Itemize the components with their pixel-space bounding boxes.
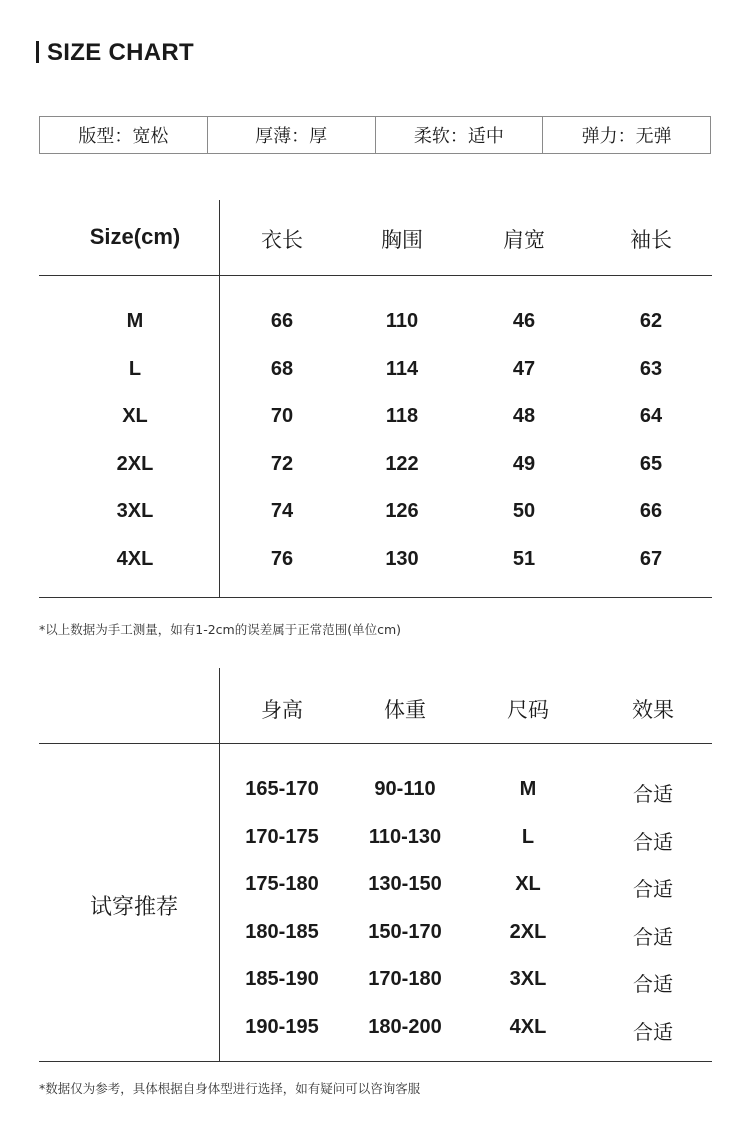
attribute-row xyxy=(39,116,711,154)
size-table-header-line xyxy=(39,275,712,276)
size-value-cell: 122 xyxy=(385,452,419,475)
size-value-cell: 50 xyxy=(512,500,536,522)
fit-height-cell: 165-170 xyxy=(245,778,319,800)
fit-size-cell: XL xyxy=(515,873,541,895)
size-note: *以上数据为手工测量，如有1-2cm的误差属于正常范围(单位cm) xyxy=(39,622,402,637)
size-value-cell: 51 xyxy=(512,547,536,570)
size-column-header: 胸围 xyxy=(381,228,423,252)
fit-column-header: 体重 xyxy=(384,698,426,722)
fit-column-header: 尺码 xyxy=(507,698,549,722)
fit-weight-cell: 130-150 xyxy=(368,873,442,895)
size-table-bottom-line xyxy=(39,597,712,598)
title-bar-decoration xyxy=(36,41,39,63)
fit-effect-cell: 合适 xyxy=(633,782,673,806)
size-value-cell: 62 xyxy=(639,310,663,332)
fit-effect-cell: 合适 xyxy=(633,877,673,901)
fit-table-bottom-line xyxy=(39,1061,712,1062)
size-value-cell: 47 xyxy=(512,357,536,380)
title-text: SIZE CHART xyxy=(47,39,194,66)
size-value-cell: 118 xyxy=(385,405,419,427)
size-column-header: 袖长 xyxy=(630,228,672,252)
size-value-cell: 126 xyxy=(385,500,419,522)
fit-size-cell: 2XL xyxy=(509,920,547,943)
fit-height-cell: 170-175 xyxy=(245,825,319,848)
size-value-cell: 63 xyxy=(639,357,663,380)
fit-note: *数据仅为参考，具体根据自身体型进行选择，如有疑问可以咨询客服 xyxy=(39,1081,421,1096)
fit-height-cell: 180-185 xyxy=(245,920,319,943)
size-label-cell: 4XL xyxy=(116,547,154,570)
size-value-cell: 74 xyxy=(270,500,294,522)
size-value-cell: 76 xyxy=(270,547,294,570)
size-value-cell: 66 xyxy=(270,310,294,332)
fit-table-header-line xyxy=(39,743,712,744)
size-value-cell: 66 xyxy=(639,500,663,522)
size-value-cell: 114 xyxy=(385,357,419,380)
fit-effect-cell: 合适 xyxy=(633,924,673,949)
size-value-cell: 48 xyxy=(512,405,536,427)
fit-weight-cell: 110-130 xyxy=(368,825,442,848)
fit-weight-cell: 90-110 xyxy=(374,778,436,800)
attribute-softness: 柔软：适中 xyxy=(375,117,543,153)
fit-weight-cell: 170-180 xyxy=(368,968,442,990)
size-label-cell: 2XL xyxy=(116,452,154,475)
fit-column-header: 身高 xyxy=(261,698,303,722)
page-title xyxy=(36,38,194,68)
size-header-label: Size(cm) xyxy=(89,224,181,249)
fit-size-cell: 4XL xyxy=(509,1015,547,1038)
fit-size-cell: L xyxy=(521,825,535,848)
fit-effect-cell: 合适 xyxy=(633,1019,673,1044)
attribute-fit: 版型：宽松 xyxy=(78,126,169,147)
fit-height-cell: 185-190 xyxy=(245,968,319,990)
attribute-elasticity: 弹力：无弹 xyxy=(542,117,710,153)
fit-effect-cell: 合适 xyxy=(633,972,673,996)
fit-table xyxy=(39,668,712,1062)
size-value-cell: 130 xyxy=(385,547,419,570)
size-label-cell: XL xyxy=(122,405,148,427)
fit-table-divider xyxy=(219,668,220,1062)
size-value-cell: 67 xyxy=(639,547,663,570)
size-value-cell: 70 xyxy=(270,405,294,427)
fit-size-cell: 3XL xyxy=(509,968,547,990)
size-column-header: 衣长 xyxy=(261,228,303,252)
size-value-cell: 68 xyxy=(270,357,294,380)
size-label-cell: 3XL xyxy=(116,500,154,522)
fit-height-cell: 175-180 xyxy=(245,873,319,895)
size-table xyxy=(39,200,712,598)
size-label-cell: L xyxy=(128,357,142,380)
size-value-cell: 65 xyxy=(639,452,663,475)
fit-effect-cell: 合适 xyxy=(633,829,673,854)
fit-column-header: 效果 xyxy=(632,698,674,722)
size-table-divider xyxy=(219,200,220,598)
fit-weight-cell: 180-200 xyxy=(368,1015,442,1038)
size-value-cell: 110 xyxy=(385,310,419,332)
fit-table-label: 试穿推荐 xyxy=(89,895,178,920)
size-value-cell: 49 xyxy=(512,452,536,475)
fit-size-cell: M xyxy=(519,778,537,800)
size-value-cell: 46 xyxy=(512,310,536,332)
fit-weight-cell: 150-170 xyxy=(368,920,442,943)
size-value-cell: 72 xyxy=(270,452,294,475)
fit-height-cell: 190-195 xyxy=(245,1015,319,1038)
size-column-header: 肩宽 xyxy=(503,228,545,252)
size-value-cell: 64 xyxy=(639,405,663,427)
attribute-thickness: 厚薄：厚 xyxy=(207,117,375,153)
size-label-cell: M xyxy=(126,310,144,332)
